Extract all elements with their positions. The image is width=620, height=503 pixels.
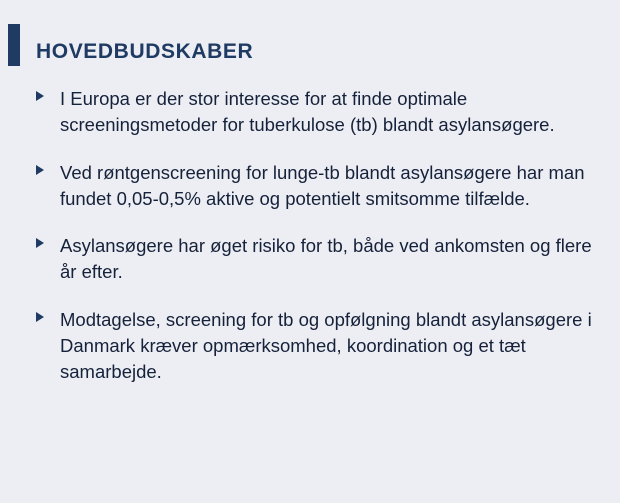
list-item [36, 233, 602, 286]
triangle-bullet-icon [36, 91, 44, 101]
page-title: HOVEDBUDSKABER [36, 40, 254, 63]
list-item-text: Ved røntgenscreening for lunge-tb blandt asylansøgere har man fundet 0,05-0,5% aktive og potentielt smitsomme tilfælde. [60, 161, 585, 209]
triangle-bullet-icon [36, 312, 44, 322]
list-item [36, 307, 602, 386]
list-item [36, 86, 602, 139]
panel-content [36, 0, 602, 503]
list-item-text: I Europa er der stor interesse for at finde optimale screeningsmetoder for tuberkulose (tb) blandt asylansøgere. [60, 88, 555, 136]
key-messages-list [36, 86, 602, 385]
list-item-text: Modtagelse, screening for tb og opfølgning blandt asylansøgere i Danmark kræver opmærksomhed, koordination og et tæt samarbejde. [60, 308, 592, 383]
list-item-text: Asylansøgere har øget risiko for tb, både ved ankomsten og flere år efter. [60, 235, 592, 283]
triangle-bullet-icon [36, 238, 44, 248]
accent-bar [8, 24, 20, 66]
list-item [36, 160, 602, 213]
triangle-bullet-icon [36, 165, 44, 175]
